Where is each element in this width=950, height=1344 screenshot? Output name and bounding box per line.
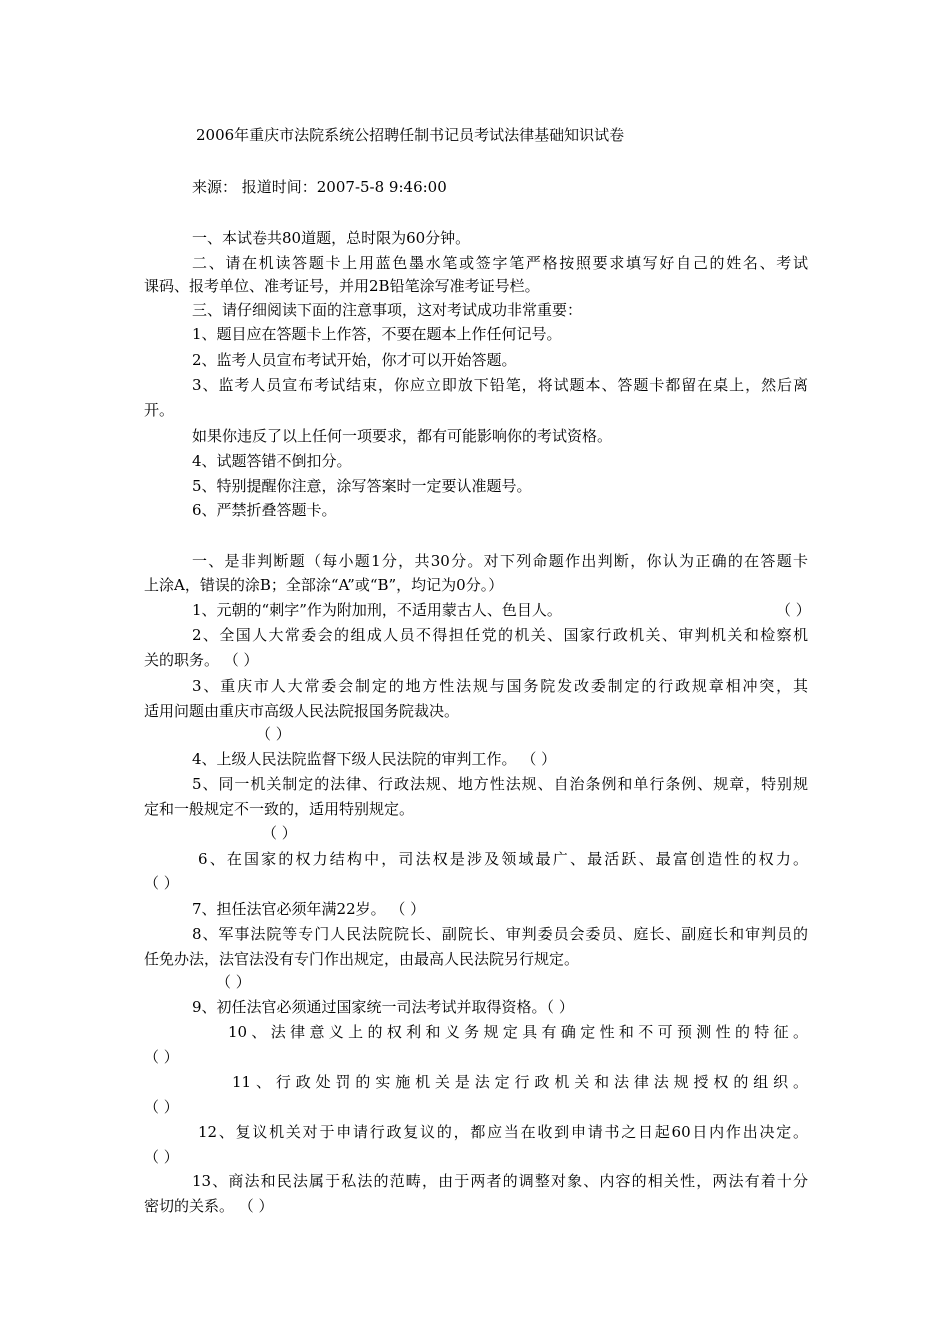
question-11: 11、行政处罚的实施机关是法定行政机关和法律法规授权的组织。 <box>232 1073 808 1091</box>
instruction-line: 1、题目应在答题卡上作答，不要在题本上作任何记号。 <box>192 325 562 343</box>
question-5: 5、同一机关制定的法律、行政法规、地方性法规、自治条例和单行条例、规章，特别规 <box>192 775 808 793</box>
question-8: 任免办法，法官法没有专门作出规定，由最高人民法院另行规定。 <box>144 950 580 968</box>
instruction-line: 二、请在机读答题卡上用蓝色墨水笔或签字笔严格按照要求填写好自己的姓名、考试 <box>192 254 808 272</box>
section-heading: 上涂A，错误的涂B；全部涂“A”或“B”，均记为0分。） <box>144 576 504 594</box>
question-12: 12、复议机关对于申请行政复议的，都应当在收到申请书之日起60日内作出决定。 <box>198 1123 808 1141</box>
instruction-line: 如果你违反了以上任何一项要求，都有可能影响你的考试资格。 <box>192 427 613 445</box>
question-7: 7、担任法官必须年满22岁。 （ ） <box>192 900 426 918</box>
answer-mark: （ ） <box>216 973 251 991</box>
question-6: 6、在国家的权力结构中，司法权是涉及领域最广、最活跃、最富创造性的权力。 <box>198 850 808 868</box>
instruction-line: 2、监考人员宣布考试开始，你才可以开始答题。 <box>192 351 517 369</box>
question-2: 关的职务。 （ ） <box>144 651 259 669</box>
answer-mark: （ ） <box>144 1148 179 1166</box>
answer-mark: （ ） <box>144 1048 179 1066</box>
question-2: 2、全国人大常委会的组成人员不得担任党的机关、国家行政机关、审判机关和检察机 <box>192 626 808 644</box>
question-9: 9、初任法官必须通过国家统一司法考试并取得资格。（ ） <box>192 998 574 1016</box>
instruction-line: 5、特别提醒你注意，涂写答案时一定要认准题号。 <box>192 477 532 495</box>
instruction-line: 3、监考人员宣布考试结束，你应立即放下铅笔，将试题本、答题卡都留在桌上，然后离 <box>192 376 808 394</box>
question-13: 密切的关系。 （ ） <box>144 1197 274 1215</box>
section-heading: 一、是非判断题（每小题1分，共30分。对下列命题作出判断，你认为正确的在答题卡 <box>192 552 808 570</box>
source-line: 来源： 报道时间：2007-5-8 9:46:00 <box>192 178 447 196</box>
question-3: 适用问题由重庆市高级人民法院报国务院裁决。 <box>144 702 460 720</box>
question-13: 13、商法和民法属于私法的范畴，由于两者的调整对象、内容的相关性，两法有着十分 <box>192 1172 808 1190</box>
answer-mark: （ ） <box>144 1098 179 1116</box>
question-3: 3、重庆市人大常委会制定的地方性法规与国务院发改委制定的行政规章相冲突，其 <box>192 677 808 695</box>
question-10: 10、法律意义上的权利和义务规定具有确定性和不可预测性的特征。 <box>228 1023 808 1041</box>
instruction-line: 课码、报考单位、准考证号，并用2B铅笔涂写准考证号栏。 <box>144 277 540 295</box>
document-title: 2006年重庆市法院系统公招聘任制书记员考试法律基础知识试卷 <box>196 126 625 144</box>
instruction-line: 三、请仔细阅读下面的注意事项，这对考试成功非常重要： <box>192 301 583 319</box>
question-8: 8、军事法院等专门人民法院院长、副院长、审判委员会委员、庭长、副庭长和审判员的 <box>192 925 808 943</box>
question-5: 定和一般规定不一致的，适用特别规定。 <box>144 800 415 818</box>
instruction-line: 4、试题答错不倒扣分。 <box>192 452 352 470</box>
instruction-line: 6、严禁折叠答题卡。 <box>192 501 337 519</box>
question-1: 1、元朝的“刺字”作为附加刑，不适用蒙古人、色目人。 <box>192 601 562 619</box>
answer-mark: （ ） <box>256 725 291 743</box>
instruction-line: 一、本试卷共80道题，总时限为60分钟。 <box>192 229 471 247</box>
question-4: 4、上级人民法院监督下级人民法院的审判工作。 （ ） <box>192 750 557 768</box>
answer-mark: （ ） <box>144 874 179 892</box>
answer-mark: （ ） <box>262 824 297 842</box>
instruction-line: 开。 <box>144 401 175 419</box>
answer-mark: （ ） <box>776 601 811 619</box>
